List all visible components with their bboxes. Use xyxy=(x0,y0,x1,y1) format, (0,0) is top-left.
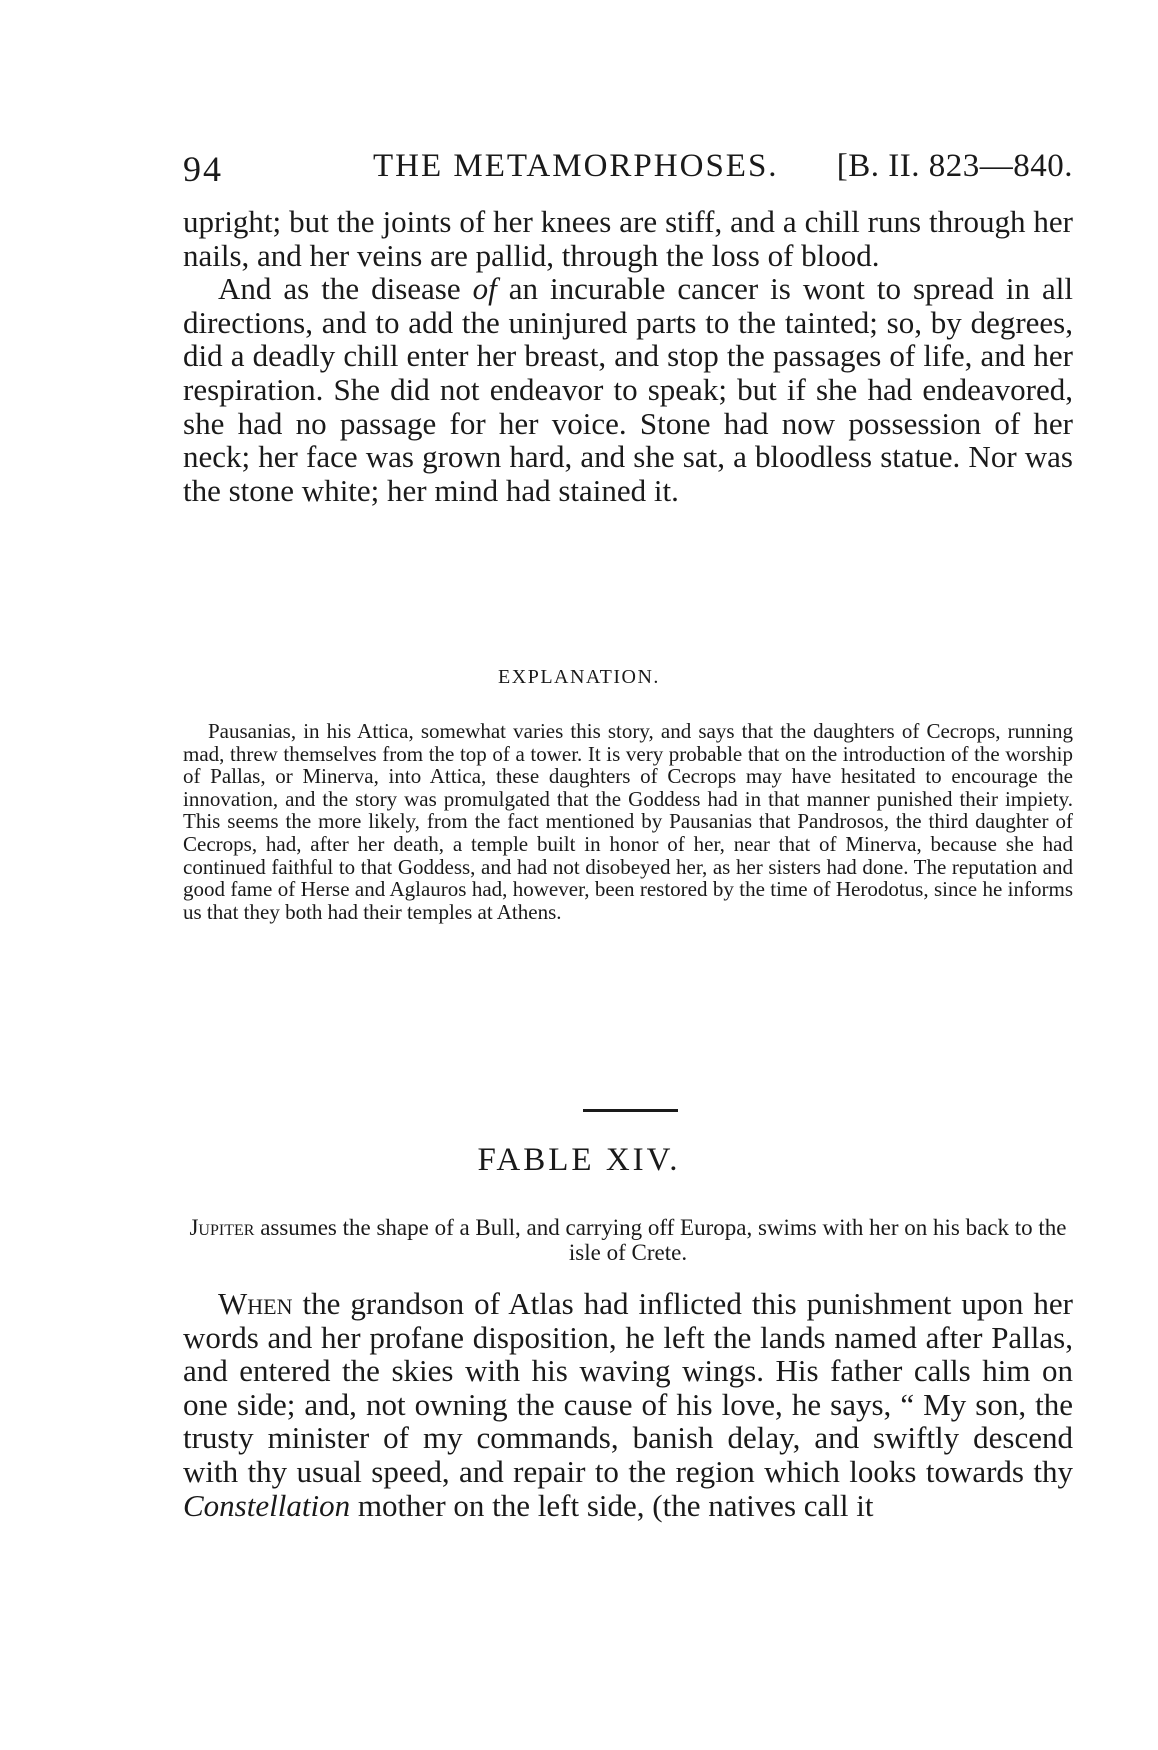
page-number: 94 xyxy=(183,149,223,189)
fable-title: FABLE XIV. xyxy=(477,1142,681,1178)
italic-word: of xyxy=(472,271,497,307)
italic-word: Constellation xyxy=(183,1487,351,1523)
book-line-reference: [B. II. 823—840. xyxy=(836,148,1073,184)
text-span: And as the disease xyxy=(218,271,473,307)
explanation-note xyxy=(183,720,1073,923)
text-span: the grandson of Atlas had inflicted this punishment upon her words and her profane disposition, he left the lands named after Pallas, and entered the skies with his waving wings. His father calls him on one side; and, not owning the cause of his love, he says, “ My son, the trusty minister of my commands, banish delay, and swiftly descend with thy usual speed, and repair to the region which looks towards thy xyxy=(183,1286,1073,1489)
section-divider xyxy=(583,1109,678,1112)
paragraph-continuation: upright; but the joints of her knees are stiff, and a chill runs through her nails, and her veins are pallid, through the loss of blood. xyxy=(183,204,1073,273)
argument-lead-word: Jupiter xyxy=(189,1215,255,1240)
fable-paragraph xyxy=(183,1287,1073,1522)
argument-text: assumes the shape of a Bull, and carrying off Europa, swims with her on his back to the isle of Crete. xyxy=(254,1215,1067,1265)
fable-body xyxy=(183,1287,1073,1522)
main-text-top xyxy=(183,205,1073,507)
text-span: mother on the left side, (the natives call it xyxy=(350,1487,874,1523)
fable-lead-word: When xyxy=(218,1286,293,1321)
explanation-heading: EXPLANATION. xyxy=(498,666,660,688)
paragraph-petrification xyxy=(183,272,1073,507)
explanation-text: Pausanias, in his Attica, somewhat varies this story, and says that the daughters of Cecrops, running mad, threw themselves from the top of a tower. It is very probable that on the introduction of the worship of Pallas, or Minerva, into Attica, these daughters of Cecrops may have hesitated to encourage the innovation, and the story was promulgated that the Goddess had in that manner punished their impiety. This seems the more likely, from the fact mentioned by Pausanias that Pandrosos, the third daughter of Cecrops, had, after her death, a temple built in honor of her, near that of Minerva, because she had continued faithful to that Goddess, and had not disobeyed her, as her sisters had done. The reputation and good fame of Herse and Aglauros had, however, been restored by the time of Herodotus, since he informs us that they both had their temples at Athens. xyxy=(183,719,1073,924)
running-title: THE METAMORPHOSES. xyxy=(373,148,779,184)
text-span: an incurable cancer is wont to spread in all directions, and to add the uninjured parts to the tainted; so, by degrees, did a deadly chill enter her breast, and stop the passages of life, and her respiration. She did not endeavor to speak; but if she had endeavored, she had no passage for her voice. Stone had now possession of her neck; her face was grown hard, and she sat, a bloodless statue. Nor was the stone white; her mind had stained it. xyxy=(183,271,1073,508)
fable-argument xyxy=(183,1215,1073,1265)
